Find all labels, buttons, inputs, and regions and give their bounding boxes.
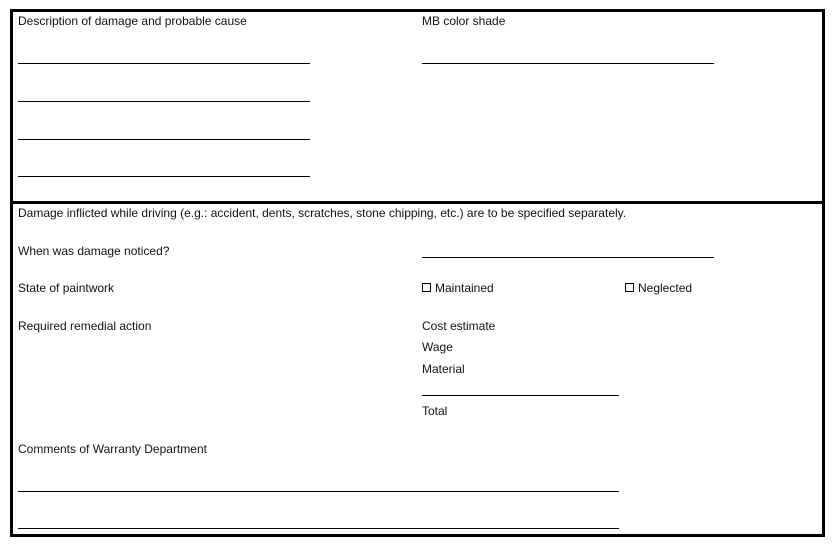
when-noticed-label: When was damage noticed? <box>18 244 170 258</box>
paintwork-option-maintained[interactable] <box>422 281 494 295</box>
description-line-2[interactable] <box>18 101 310 102</box>
paintwork-option-neglected[interactable] <box>625 281 692 295</box>
maintained-label: Maintained <box>435 281 494 295</box>
comments-line-1[interactable] <box>18 491 619 492</box>
damage-description-section <box>10 9 825 204</box>
remedial-action-label: Required remedial action <box>18 319 152 333</box>
cost-total-line <box>422 395 619 396</box>
description-label: Description of damage and probable cause <box>18 14 247 28</box>
description-line-4[interactable] <box>18 176 310 177</box>
color-shade-line[interactable] <box>422 63 714 64</box>
when-noticed-line[interactable] <box>422 257 714 258</box>
color-shade-label: MB color shade <box>422 14 506 28</box>
paintwork-label: State of paintwork <box>18 281 115 295</box>
checkbox-icon[interactable] <box>625 283 634 292</box>
comments-line-2[interactable] <box>18 528 619 529</box>
neglected-label: Neglected <box>638 281 693 295</box>
wage-label: Wage <box>422 340 453 354</box>
warranty-comments-label: Comments of Warranty Department <box>18 442 207 456</box>
total-label: Total <box>422 404 448 418</box>
checkbox-icon[interactable] <box>422 283 431 292</box>
cost-estimate-label: Cost estimate <box>422 319 496 333</box>
material-label: Material <box>422 362 465 376</box>
separate-damage-notice: Damage inflicted while driving (e.g.: accident, dents, scratches, stone chipping, etc.) are to be specified separately. <box>18 206 627 220</box>
description-line-1[interactable] <box>18 63 310 64</box>
description-line-3[interactable] <box>18 139 310 140</box>
